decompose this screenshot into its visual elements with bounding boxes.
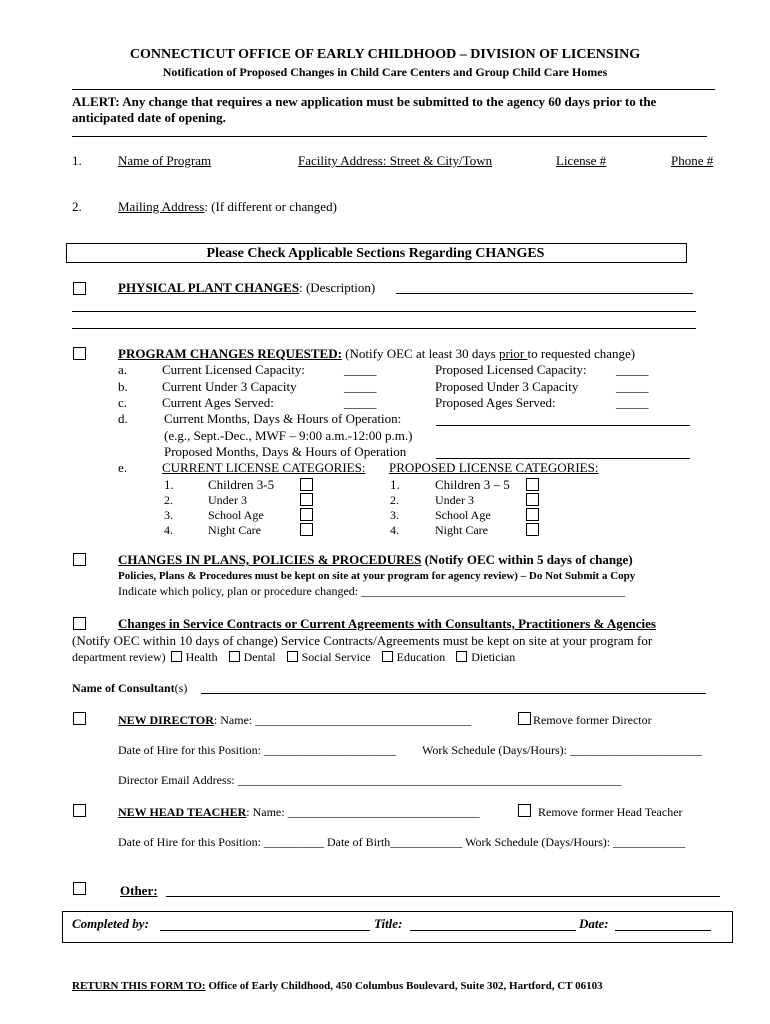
category-number: 1.	[390, 477, 400, 492]
physical-plant-label: PHYSICAL PLANT CHANGES	[118, 280, 300, 295]
remove-former-director-checkbox[interactable]	[518, 712, 531, 725]
proposed-under-3-checkbox[interactable]	[526, 493, 539, 506]
mailing-address-note: : (If different or changed)	[204, 199, 337, 214]
return-address: Office of Early Childhood, 450 Columbus Boulevard, Suite 302, Hartford, CT 06103	[205, 980, 603, 992]
title-label: Title:	[374, 916, 403, 931]
category-number: 2.	[164, 493, 173, 507]
current-ages-served-label: Current Ages Served:	[162, 395, 274, 410]
head-teacher-name-field[interactable]: : Name: ________________________________	[246, 805, 480, 819]
service-contracts-label: Changes in Service Contracts or Current Agreements with Consultants, Practitioners & Agencies	[118, 616, 656, 631]
category-label: Under 3	[208, 493, 247, 507]
category-number: 4.	[390, 523, 399, 537]
dental-checkbox[interactable]	[229, 651, 240, 662]
new-head-teacher-label: NEW HEAD TEACHER	[118, 805, 247, 819]
category-label: Night Care	[435, 523, 488, 537]
proposed-hours-label: Proposed Months, Days & Hours of Operation	[164, 444, 407, 459]
current-school-age-checkbox[interactable]	[300, 508, 313, 521]
category-number: 3.	[164, 508, 173, 522]
option-label: Dietician	[471, 650, 516, 664]
date-field[interactable]	[615, 930, 711, 931]
consultant-label: Name of Consultant	[72, 681, 175, 695]
proposed-ages-served-field[interactable]: _____	[616, 395, 649, 410]
head-teacher-details-field[interactable]: Date of Hire for this Position: __________ Date of Birth____________ Work Schedule (Days/Hours): ____________	[118, 835, 686, 849]
option-label: Education	[396, 650, 446, 664]
new-head-teacher-checkbox[interactable]	[73, 804, 86, 817]
mailing-address-label: Mailing Address	[118, 199, 205, 214]
current-licensed-capacity-field[interactable]: _____	[344, 362, 377, 377]
license-number-field[interactable]: License #	[556, 153, 607, 168]
return-form-footer	[72, 980, 603, 992]
proposed-under3-capacity-label: Proposed Under 3 Capacity	[435, 379, 579, 394]
current-hours-field[interactable]	[436, 425, 690, 426]
service-contracts-checkbox[interactable]	[73, 617, 86, 630]
category-label: Children 3-5	[208, 477, 275, 492]
consultant-name-field[interactable]	[201, 693, 706, 694]
service-contracts-options	[72, 650, 515, 665]
title-field[interactable]	[410, 930, 576, 931]
category-number: 3.	[390, 508, 399, 522]
item-letter: d.	[118, 411, 128, 426]
plans-policies-label: CHANGES IN PLANS, POLICIES & PROCEDURES	[118, 552, 422, 567]
proposed-licensed-capacity-field[interactable]: _____	[616, 362, 649, 377]
plans-policies-note: (Notify OEC within 5 days of change)	[421, 552, 633, 567]
dietician-checkbox[interactable]	[456, 651, 467, 662]
remove-former-head-teacher-label: Remove former Head Teacher	[538, 805, 683, 819]
item-number: 1.	[72, 153, 82, 168]
item-number: 2.	[72, 199, 82, 214]
option-label: Health	[185, 650, 218, 664]
option-label: Dental	[243, 650, 276, 664]
divider	[72, 136, 707, 137]
proposed-ages-served-label: Proposed Ages Served:	[435, 395, 556, 410]
program-note-prior: prior	[498, 346, 528, 361]
program-changes-checkbox[interactable]	[73, 347, 86, 360]
item-letter: a.	[118, 362, 128, 377]
director-email-field[interactable]: Director Email Address: ________________________________________________________________	[118, 773, 622, 787]
option-social-service[interactable]	[287, 650, 371, 664]
description-line[interactable]	[396, 293, 693, 294]
social-service-checkbox[interactable]	[287, 651, 298, 662]
director-schedule-field[interactable]: Work Schedule (Days/Hours): ______________________	[422, 743, 703, 757]
mailing-address-field[interactable]	[118, 199, 337, 215]
new-director-row	[118, 713, 471, 728]
completed-by-field[interactable]	[160, 930, 370, 931]
program-changes-heading	[118, 346, 635, 362]
option-label: Social Service	[301, 650, 371, 664]
proposed-school-age-checkbox[interactable]	[526, 508, 539, 521]
plans-policies-heading	[118, 552, 633, 568]
program-note: (Notify OEC at least 30 days	[341, 346, 499, 361]
description-line[interactable]	[72, 311, 696, 312]
item-letter: c.	[118, 395, 128, 410]
other-field[interactable]	[166, 896, 720, 897]
form-subtitle: Notification of Proposed Changes in Child Care Centers and Group Child Care Homes	[162, 65, 608, 79]
option-education[interactable]	[382, 650, 446, 664]
proposed-under3-capacity-field[interactable]: _____	[616, 379, 649, 394]
physical-plant-desc: : (Description)	[299, 280, 376, 295]
remove-former-director-label: Remove former Director	[533, 713, 652, 727]
category-label: Children 3 – 5	[435, 477, 510, 492]
current-under-3-checkbox[interactable]	[300, 493, 313, 506]
current-under3-capacity-field[interactable]: _____	[344, 379, 377, 394]
current-night-care-checkbox[interactable]	[300, 523, 313, 536]
section-header-title: Please Check Applicable Sections Regarding CHANGES	[206, 246, 545, 261]
service-contracts-note: (Notify OEC within 10 days of change) Service Contracts/Agreements must be kept on site at your program for	[72, 633, 653, 648]
policy-changed-field[interactable]: Indicate which policy, plan or procedure changed: ____________________________________________	[118, 584, 626, 598]
proposed-hours-field[interactable]	[436, 458, 690, 459]
director-hire-date-field[interactable]: Date of Hire for this Position: ______________________	[118, 743, 396, 757]
department-review-text: department review)	[72, 650, 166, 664]
alert-line-1: ALERT: Any change that requires a new application must be submitted to the agency 60 days prior to the	[72, 94, 657, 109]
hours-example: (e.g., Sept.-Dec., MWF – 9:00 a.m.-12:00 p.m.)	[164, 428, 413, 443]
plans-policies-checkbox[interactable]	[73, 553, 86, 566]
category-number: 2.	[390, 493, 399, 507]
proposed-children-3-5-checkbox[interactable]	[526, 478, 539, 491]
return-label: RETURN THIS FORM TO:	[72, 980, 206, 992]
program-changes-label: PROGRAM CHANGES REQUESTED:	[118, 346, 342, 361]
option-dietician[interactable]	[456, 650, 515, 664]
proposed-categories-heading: PROPOSED LICENSE CATEGORIES:	[389, 460, 599, 475]
alert-line-2: anticipated date of opening.	[72, 110, 226, 125]
other-checkbox[interactable]	[73, 882, 86, 895]
other-label: Other:	[120, 883, 158, 898]
facility-address-field[interactable]: Facility Address: Street & City/Town	[298, 153, 493, 168]
health-checkbox[interactable]	[171, 651, 182, 662]
director-name-field[interactable]: : Name: ____________________________________	[213, 713, 472, 727]
proposed-licensed-capacity-label: Proposed Licensed Capacity:	[435, 362, 587, 377]
option-health[interactable]	[171, 650, 218, 664]
current-licensed-capacity-label: Current Licensed Capacity:	[162, 362, 305, 377]
completed-by-label: Completed by:	[72, 916, 149, 931]
current-categories-heading: CURRENT LICENSE CATEGORIES:	[162, 460, 366, 475]
category-label: Night Care	[208, 523, 261, 537]
proposed-night-care-checkbox[interactable]	[526, 523, 539, 536]
consultant-suffix: (s)	[174, 681, 188, 695]
current-children-3-5-checkbox[interactable]	[300, 478, 313, 491]
phone-field[interactable]: Phone #	[671, 153, 714, 168]
program-note-end: to requested change)	[527, 346, 636, 361]
category-number: 1.	[164, 477, 174, 492]
education-checkbox[interactable]	[382, 651, 393, 662]
consultant-heading	[72, 681, 187, 696]
physical-plant-heading	[118, 280, 375, 296]
current-under3-capacity-label: Current Under 3 Capacity	[162, 379, 297, 394]
category-number: 4.	[164, 523, 173, 537]
current-ages-served-field[interactable]: _____	[344, 395, 377, 410]
form-title: CONNECTICUT OFFICE OF EARLY CHILDHOOD – DIVISION OF LICENSING	[129, 47, 641, 62]
item-letter: b.	[118, 379, 128, 394]
category-label: School Age	[208, 508, 264, 522]
category-label: Under 3	[435, 493, 474, 507]
new-head-teacher-row	[118, 805, 480, 820]
new-director-checkbox[interactable]	[73, 712, 86, 725]
plans-policies-notice: Policies, Plans & Procedures must be kept on site at your program for agency review) – Do Not Submit a Copy	[118, 570, 636, 582]
item-letter: e.	[118, 460, 128, 475]
divider	[72, 89, 715, 90]
remove-former-head-teacher-checkbox[interactable]	[518, 804, 531, 817]
physical-plant-checkbox[interactable]	[73, 282, 86, 295]
new-director-label: NEW DIRECTOR	[118, 713, 214, 727]
category-label: School Age	[435, 508, 491, 522]
current-hours-label: Current Months, Days & Hours of Operation:	[164, 411, 402, 426]
name-of-program-field[interactable]: Name of Program	[118, 153, 212, 168]
date-label: Date:	[579, 916, 609, 931]
option-dental[interactable]	[229, 650, 276, 664]
description-line[interactable]	[72, 328, 696, 329]
